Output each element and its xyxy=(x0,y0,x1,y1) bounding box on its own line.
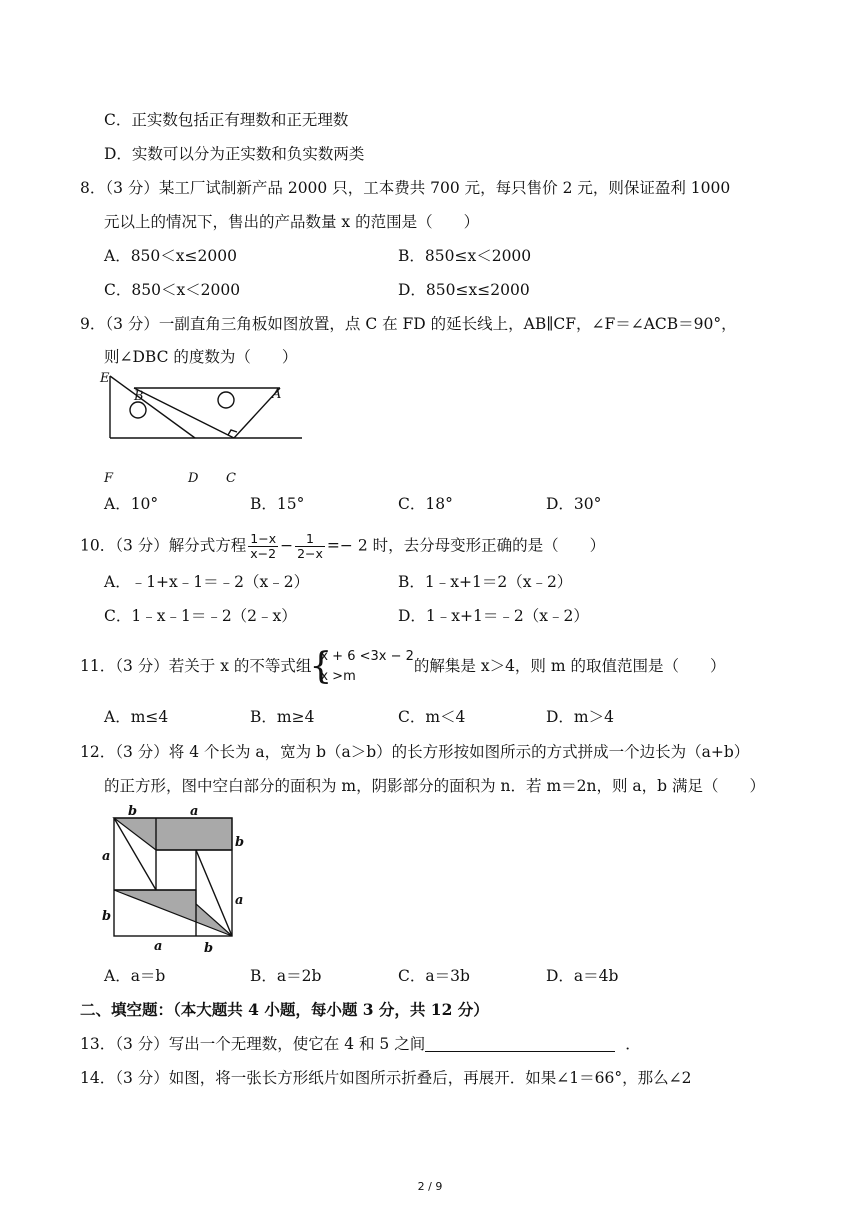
q12-label-top-b: b xyxy=(128,804,138,819)
q8-stem-line2: 元以上的情况下，售出的产品数量 x 的范围是（ ） xyxy=(104,213,480,231)
q11-inequality-system: { x + 6 <3x − 2 x >m xyxy=(311,647,414,687)
q12-stem-line2: 的正方形，图中空白部分的面积为 m，阴影部分的面积为 n．若 m＝2n，则 a，b 满足（ ） xyxy=(104,777,766,795)
q12-shaded-triangle-bottom xyxy=(114,890,232,936)
q12-label-bottom-b: b xyxy=(204,941,214,956)
q14-stem: 14．（3 分）如图，将一张长方形纸片如图所示折叠后，再展开．如果∠1＝66°，那么∠2 xyxy=(80,1069,692,1087)
q8-option-b: B．850≤x＜2000 xyxy=(398,247,532,265)
q10-option-c: C．1﹣x﹣1＝﹣2（2﹣x） xyxy=(104,607,297,625)
q9-option-c: C．18° xyxy=(398,495,453,513)
q12-stem-line1: 12．（3 分）将 4 个长为 a，宽为 b（a＞b）的长方形按如图所示的方式拼成一个边长为（a+b） xyxy=(80,743,750,761)
q7-option-c: C．正实数包括正有理数和正无理数 xyxy=(104,111,349,129)
q12-option-a: A．a＝b xyxy=(104,967,166,985)
q12-label-top-a: a xyxy=(190,804,199,819)
q12-label-right-b: b xyxy=(235,835,245,850)
q11-option-b: B．m≥4 xyxy=(250,708,315,726)
q10-option-a: A．﹣1+x﹣1＝﹣2（x﹣2） xyxy=(104,573,310,591)
q10-suffix: =− 2 时，去分母变形正确的是（ ） xyxy=(326,536,606,555)
q12-label-left-b: b xyxy=(102,909,112,924)
q11-stem xyxy=(80,646,726,687)
q13-end: ． xyxy=(625,1035,641,1053)
q9-triangle-figure xyxy=(98,368,310,490)
q8-option-a: A．850＜x≤2000 xyxy=(104,247,237,265)
q11-option-a: A．m≤4 xyxy=(104,708,169,726)
q13-answer-blank[interactable] xyxy=(425,1035,615,1052)
q10-option-d: D．1﹣x+1＝﹣2（x﹣2） xyxy=(398,607,589,625)
q9-label-A: A xyxy=(272,387,282,402)
q12-option-d: D．a＝4b xyxy=(546,967,619,985)
q9-hole-left xyxy=(130,402,146,418)
q9-hole-right xyxy=(218,392,234,408)
q11-prefix: 11．（3 分）若关于 x 的不等式组 xyxy=(80,657,312,675)
q9-stem-line1: 9．（3 分）一副直角三角板如图放置，点 C 在 FD 的延长线上，AB∥CF，∠F＝∠ACB＝90°， xyxy=(80,315,737,333)
q9-option-b: B．15° xyxy=(250,495,305,513)
q10-minus: − xyxy=(280,536,294,555)
q10-prefix: 10．（3 分）解分式方程 xyxy=(80,536,247,555)
q10-fraction-2: $\frac{1}{2-x}$ xyxy=(297,531,323,561)
q7-option-d: D．实数可以分为正实数和负实数两类 xyxy=(104,145,365,163)
q11-option-d: D．m＞4 xyxy=(546,708,614,726)
q13-text: 13．（3 分）写出一个无理数，使它在 4 和 5 之间 xyxy=(80,1035,426,1053)
q9-label-B: B xyxy=(134,389,144,404)
q13-stem xyxy=(80,1034,641,1054)
section-2-heading: 二、填空题：（本大题共 4 小题，每小题 3 分，共 12 分） xyxy=(80,1000,489,1019)
q8-option-d: D．850≤x≤2000 xyxy=(398,281,530,299)
q11-suffix: 的解集是 x＞4，则 m 的取值范围是（ ） xyxy=(413,657,726,675)
q9-edge-ED xyxy=(110,376,195,438)
q9-option-d: D．30° xyxy=(546,495,602,513)
q9-label-D: D xyxy=(188,471,199,486)
q9-label-F: F xyxy=(104,471,114,486)
q10-fraction-1: $\frac{1-x}{x-2}$ xyxy=(250,531,277,561)
q9-label-E: E xyxy=(100,371,110,386)
q12-square-figure xyxy=(98,804,248,956)
q10-stem xyxy=(80,532,605,561)
q12-shaded-triangle-top xyxy=(114,818,232,850)
q9-label-C: C xyxy=(226,471,236,486)
q9-right-angle-mark xyxy=(228,430,237,435)
q9-stem-line2: 则∠DBC 的度数为（ ） xyxy=(104,348,298,366)
q9-option-a: A．10° xyxy=(104,495,159,513)
page-number: 2 / 9 xyxy=(417,1180,443,1193)
q8-stem-line1: 8．（3 分）某工厂试制新产品 2000 只，工本费共 700 元，每只售价 2 元，则保证盈利 1000 xyxy=(80,179,731,197)
q8-option-c: C．850＜x＜2000 xyxy=(104,281,241,299)
q12-option-b: B．a＝2b xyxy=(250,967,322,985)
q12-label-right-a: a xyxy=(235,893,244,908)
q11-option-c: C．m＜4 xyxy=(398,708,466,726)
q10-option-b: B．1﹣x+1＝2（x﹣2） xyxy=(398,573,573,591)
q12-label-left-a: a xyxy=(102,849,111,864)
q12-label-bottom-a: a xyxy=(154,939,163,954)
q12-option-c: C．a＝3b xyxy=(398,967,470,985)
